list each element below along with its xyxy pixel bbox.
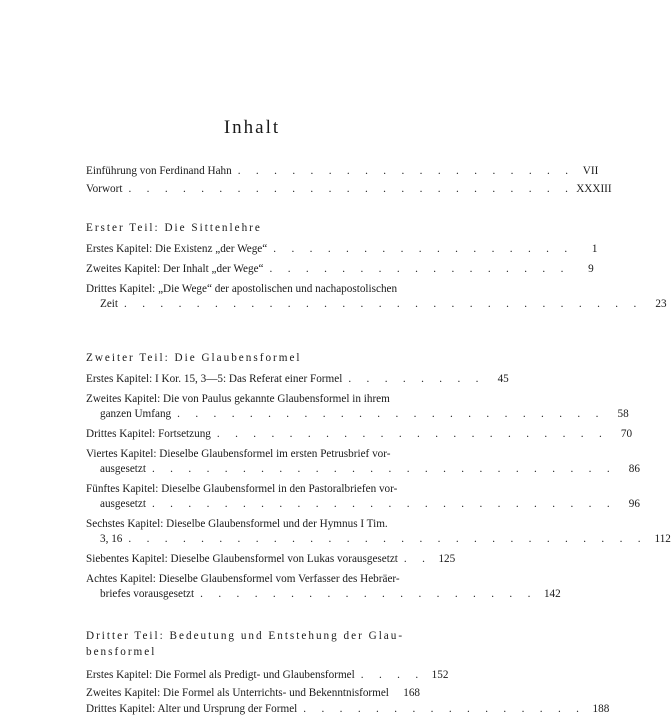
section-heading-part1: Erster Teil: Die Sittenlehre xyxy=(86,222,262,234)
toc-entry xyxy=(86,427,633,442)
leader-dots: . . . . xyxy=(360,669,425,681)
entry-text: Fünftes Kapitel: Dieselbe Glaubensformel in den Pastoralbriefen vor- xyxy=(86,483,398,495)
toc-entry xyxy=(86,572,561,602)
entry-text: Viertes Kapitel: Dieselbe Glaubensformel im ersten Petrusbrief vor- xyxy=(86,448,391,460)
entry-page: 112 xyxy=(654,533,671,545)
leader-dots: . . . . . . . . . . . . . . . . . . . . . . . . . . . . . xyxy=(124,298,643,310)
toc-entry xyxy=(86,686,420,701)
entry-text: Drittes Kapitel: „Die Wege“ der apostolischen und nachapostolischen xyxy=(86,283,398,295)
toc-entry xyxy=(86,517,671,547)
leader-dots: . . . . . . . . . . . . . . . . . . . . . . . . xyxy=(177,408,605,420)
toc-entry xyxy=(86,242,598,257)
leader-dots: . . . . . . . . . . . . . . . . xyxy=(303,703,586,715)
section-heading-part2: Zweiter Teil: Die Glaubensformel xyxy=(86,352,302,364)
toc-entry xyxy=(86,482,640,512)
entry-text-cont: 3, 16 xyxy=(100,533,123,545)
entry-text-cont: Zeit xyxy=(100,298,119,310)
entry-text: Sechstes Kapitel: Dieselbe Glaubensformel und der Hymnus I Tim. xyxy=(86,518,388,530)
toc-entry xyxy=(86,447,640,477)
leader-dots: . . . . . . . . . . . . . . . . . . . xyxy=(200,588,537,600)
entry-text: Erstes Kapitel: I Kor. 15, 3—5: Das Referat einer Formel xyxy=(86,373,343,385)
leader-dots: . . . . . . . . . . . . . . . . . . . . . . . . . . xyxy=(151,463,616,475)
entry-page: VII xyxy=(582,165,599,177)
toc-entry-einfuehrung xyxy=(86,164,599,179)
entry-text: Achtes Kapitel: Dieselbe Glaubensformel vom Verfasser des Hebräer- xyxy=(86,573,400,585)
leader-dots: . . . . . . . . . . . . . . . . . xyxy=(269,263,570,275)
section-heading-line1: Dritter Teil: Bedeutung und Entstehung der Glau- xyxy=(86,630,405,642)
toc-entry xyxy=(86,552,456,567)
entry-page: 152 xyxy=(431,669,449,681)
entry-page: 188 xyxy=(592,703,610,715)
entry-text: Erstes Kapitel: Die Formel als Predigt- und Glaubensformel xyxy=(86,669,355,681)
entry-page: 1 xyxy=(591,243,598,255)
leader-dots: . . . . . . . . . . . . . . . . . . . xyxy=(237,165,575,177)
entry-text: Drittes Kapitel: Fortsetzung xyxy=(86,428,211,440)
entry-text: Einführung von Ferdinand Hahn xyxy=(86,165,232,177)
toc-entry xyxy=(86,392,629,422)
entry-page: 125 xyxy=(438,553,456,565)
leader-dots: . . . . . . . . . . . . . . . . . . . . . . . . . . xyxy=(151,498,616,510)
entry-page: 96 xyxy=(628,498,640,510)
toc-entry xyxy=(86,282,667,312)
section-heading-line2: bensformel xyxy=(86,646,157,658)
entry-text-cont: ausgesetzt xyxy=(100,498,146,510)
entry-page: XXXIII xyxy=(576,183,612,195)
entry-page: 70 xyxy=(620,428,633,440)
entry-page: 86 xyxy=(628,463,640,475)
leader-dots: . . . . . . . . . . . . . . . . . xyxy=(273,243,574,255)
entry-text-cont: ausgesetzt xyxy=(100,463,146,475)
toc-entry xyxy=(86,262,594,277)
leader-dots: . . . . . . . . . . . . . . . . . . . . . . . . . . . . . xyxy=(128,533,647,545)
leader-dots: . . . . . . . . . . . . . . . . . . . . . . xyxy=(216,428,609,440)
entry-text: Zweites Kapitel: Die von Paulus gekannte Glaubensformel in ihrem xyxy=(86,393,390,405)
section-heading-part3 xyxy=(86,628,426,660)
leader-dots: . . . . . . . . . . . . . . . . . . . . . . . . . xyxy=(128,183,575,195)
leader-dots: . . . . . . . . xyxy=(348,373,485,385)
entry-text: Zweites Kapitel: Die Formel als Unterrichts- und Bekenntnisformel xyxy=(86,687,389,699)
entry-page: 142 xyxy=(543,588,561,600)
toc-entry xyxy=(86,702,610,717)
entry-page: 45 xyxy=(497,373,509,385)
toc-entry xyxy=(86,668,449,683)
page-title: Inhalt xyxy=(223,117,281,138)
entry-page: 58 xyxy=(617,408,629,420)
entry-text: Erstes Kapitel: Die Existenz „der Wege“ xyxy=(86,243,268,255)
entry-text-cont: briefes vorausgesetzt xyxy=(100,588,195,600)
entry-page: 23 xyxy=(655,298,667,310)
entry-page: 168 xyxy=(403,687,420,699)
entry-text-cont: ganzen Umfang xyxy=(100,408,172,420)
entry-text: Drittes Kapitel: Alter und Ursprung der Formel xyxy=(86,703,298,715)
entry-page: 9 xyxy=(588,263,594,275)
entry-text: Zweites Kapitel: Der Inhalt „der Wege“ xyxy=(86,263,264,275)
leader-dots: . . xyxy=(403,553,432,565)
entry-text: Vorwort xyxy=(86,183,123,195)
toc-entry xyxy=(86,372,509,387)
entry-text: Siebentes Kapitel: Dieselbe Glaubensformel von Lukas vorausgesetzt xyxy=(86,553,398,565)
toc-entry-vorwort xyxy=(86,182,612,197)
